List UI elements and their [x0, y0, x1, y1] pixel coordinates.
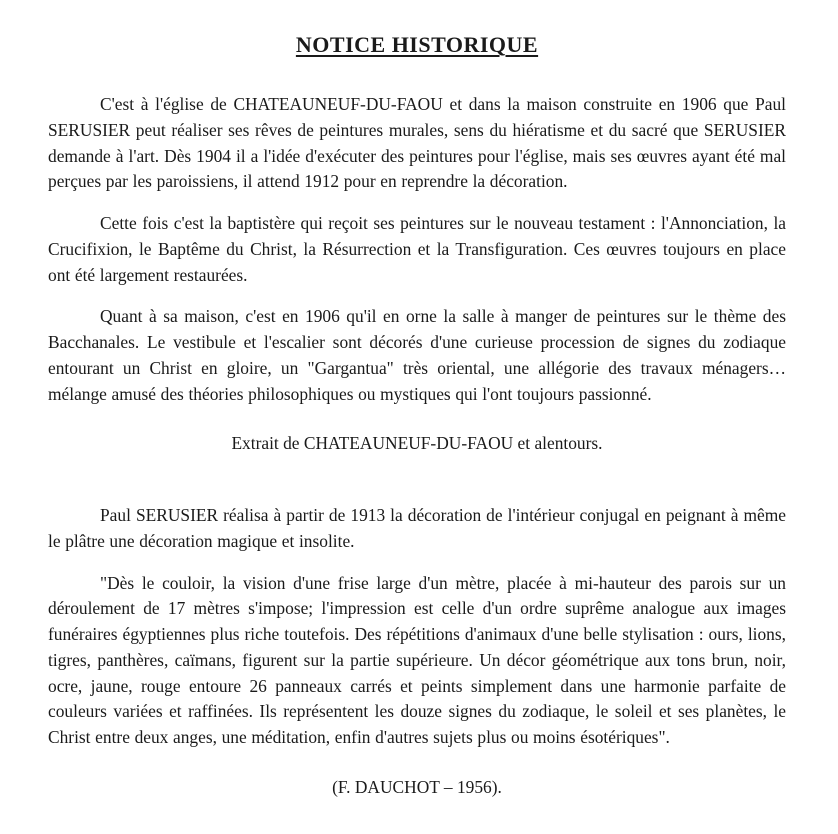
paragraph-4: Paul SERUSIER réalisa à partir de 1913 la décoration de l'intérieur conjugal en peignant à même le plâtre une décoration magique et insolite.: [48, 505, 786, 551]
source-note: Extrait de CHATEAUNEUF-DU-FAOU et alentours.: [231, 433, 603, 454]
document-body-first-section: [48, 92, 786, 407]
spacer-paragraph-4: [48, 561, 786, 571]
document-page: [0, 32, 838, 834]
spacer-paragraph-2: [48, 294, 786, 304]
spacer-paragraph-1: [48, 201, 786, 211]
spacer-before-attribution: [48, 757, 786, 775]
spacer-after-title: [48, 58, 786, 92]
paragraph-5-quote: "Dès le couloir, la vision d'une frise large d'un mètre, placée à mi-hauteur des parois sur un déroulement de 17 mètres s'impose; l'impression est celle d'un ordre suprême analogue aux images funéraires égyptiennes plus riche toutefois. Des répétitions d'animaux d'une belle stylisation : ours, lions, tigres, panthères, caïmans, figurent sur la partie supérieure. Un décor géométrique aux tons brun, noir, ocre, jaune, rouge entoure 26 panneaux carrés et peints simplement dans une harmonie parfaite de couleurs variées et raffinées. Ils représentent les douze signes du zodiaque, le soleil et ses planètes, le Christ entre deux anges, une méditation, enfin d'autres sujets plus ou moins ésotériques".: [48, 572, 786, 747]
document-body-second-section: [48, 503, 786, 751]
page-title: NOTICE HISTORIQUE: [295, 32, 539, 57]
attribution: (F. DAUCHOT – 1956).: [332, 776, 502, 797]
spacer-before-source-note: [48, 413, 786, 431]
paragraph-2: Cette fois c'est la baptistère qui reçoit ses peintures sur le nouveau testament : l'Annonciation, la Crucifixion, le Baptême du Christ, la Résurrection et la Transfiguration. Ces œuvres toujours en place ont été largement restaurées.: [48, 213, 786, 285]
paragraph-1: C'est à l'église de CHATEAUNEUF-DU-FAOU et dans la maison construite en 1906 que Paul SERUSIER peut réaliser ses rêves de peintures murales, sens du hiératisme et du sacré que SERUSIER demande à l'art. Dès 1904 il a l'idée d'exécuter des peintures pour l'église, mais ses œuvres ayant été mal perçues par les paroissiens, il attend 1912 pour en reprendre la décoration.: [48, 94, 786, 192]
spacer-between-sections: [48, 457, 786, 503]
paragraph-3: Quant à sa maison, c'est en 1906 qu'il en orne la salle à manger de peintures sur le thème des Bacchanales. Le vestibule et l'escalier sont décorés d'une curieuse procession de signes du zodiaque entourant un Christ en gloire, un "Gargantua" très oriental, une allégorie des travaux ménagers… mélange amusé des théories philosophiques ou mystiques qui l'ont toujours passionné.: [48, 306, 786, 404]
